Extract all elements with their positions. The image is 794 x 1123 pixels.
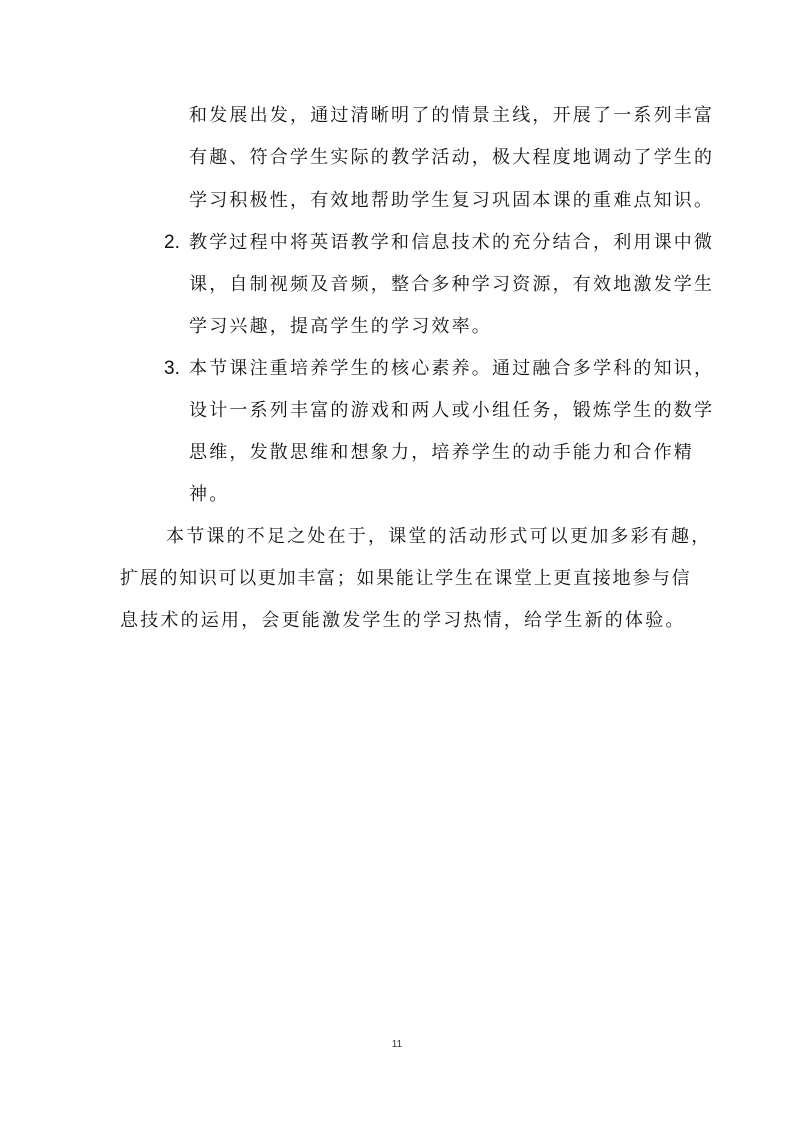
list-item-1-line-2: 有趣、符合学生实际的教学活动，极大程度地调动了学生的 <box>189 147 715 168</box>
paragraph-line-3: 息技术的运用，会更能激发学生的学习热情，给学生新的体验。 <box>120 610 686 631</box>
list-item-3-line-3: 思维，发散思维和想象力，培养学生的动手能力和合作精 <box>189 442 694 463</box>
list-item-1-line-1: 和发展出发，通过清晰明了的情景主线，开展了一系列丰富 <box>189 105 715 126</box>
list-item-3-line-2: 设计一系列丰富的游戏和两人或小组任务，锻炼学生的数学 <box>189 400 715 421</box>
paragraph-line-2: 扩展的知识可以更加丰富；如果能让学生在课堂上更直接地参与信 <box>120 568 692 589</box>
list-item-2-number: 2. <box>164 232 180 253</box>
list-item-2-line-2: 课，自制视频及音频，整合多种学习资源，有效地激发学生 <box>189 274 715 295</box>
paragraph-line-1: 本节课的不足之处在于，课堂的活动形式可以更加多彩有趣， <box>166 526 712 547</box>
list-item-3-line-4: 神。 <box>189 484 230 505</box>
page-number: 11 <box>391 1039 403 1050</box>
list-item-1-line-3: 学习积极性，有效地帮助学生复习巩固本课的重难点知识。 <box>189 190 715 211</box>
list-item-3-line-1: 本节课注重培养学生的核心素养。通过融合多学科的知识， <box>189 358 715 379</box>
list-item-2-line-3: 学习兴趣，提高学生的学习效率。 <box>189 316 492 337</box>
list-item-3-number: 3. <box>164 358 180 379</box>
list-item-2-line-1: 教学过程中将英语教学和信息技术的充分结合，利用课中微 <box>189 232 715 253</box>
